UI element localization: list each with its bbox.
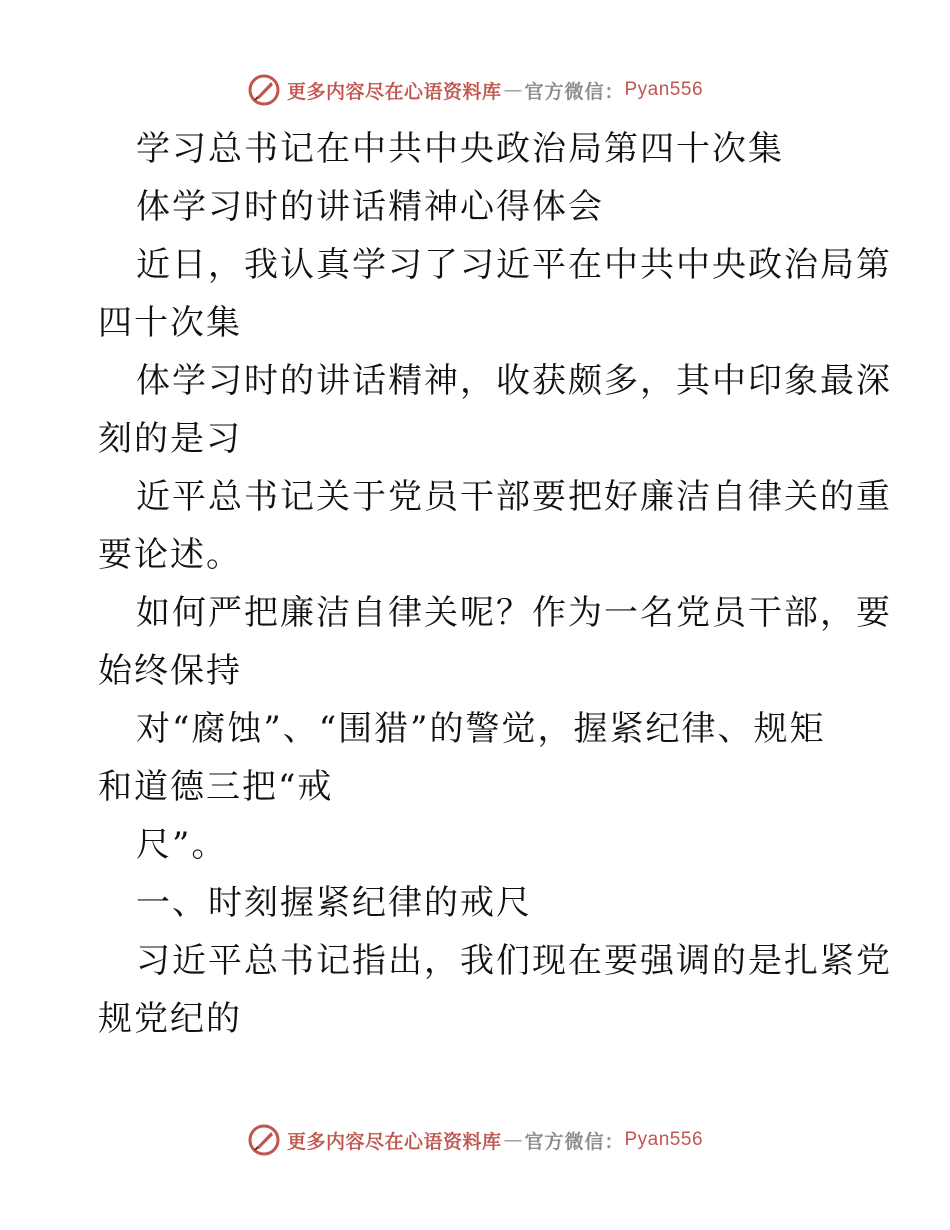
document-line: 体学习时的讲话精神，收获颇多，其中印象最深 (136, 361, 892, 401)
watermark-official-label: 官方微信： (524, 80, 625, 103)
document-line: 习近平总书记指出，我们现在要强调的是扎紧党 (136, 941, 892, 981)
watermark-official-label: 官方微信： (524, 1130, 625, 1153)
feather-pen-logo-icon (247, 1123, 281, 1157)
feather-pen-logo-icon (247, 73, 281, 107)
document-line: 近平总书记关于党员干部要把好廉洁自律关的重 (136, 477, 892, 517)
document-line: 四十次集 (98, 303, 242, 343)
watermark-account-id: Pyan556 (624, 1129, 704, 1150)
document-line: 始终保持 (98, 651, 242, 691)
document-body (98, 120, 892, 1048)
header-watermark (0, 70, 950, 110)
document-line: 近日，我认真学习了习近平在中共中央政治局第 (136, 245, 892, 285)
document-line: 和道德三把“戒 (98, 767, 334, 807)
document-line: 体学习时的讲话精神心得体会 (136, 187, 604, 227)
watermark-account-id: Pyan556 (624, 79, 704, 100)
document-line: 学习总书记在中共中央政治局第四十次集 (136, 129, 784, 169)
document-line: 如何严把廉洁自律关呢？作为一名党员干部，要 (136, 593, 892, 633)
document-line: 规党纪的 (98, 999, 242, 1039)
document-line: 刻的是习 (98, 419, 242, 459)
watermark-dash: — (503, 79, 523, 101)
watermark-site-text: 更多内容尽在心语资料库 (286, 1130, 502, 1153)
document-line: 对“腐蚀”、“围猎”的警觉，握紧纪律、规矩 (136, 709, 826, 749)
document-line: 尺”。 (136, 825, 228, 865)
document-line: 一、时刻握紧纪律的戒尺 (136, 883, 532, 923)
footer-watermark (0, 1120, 950, 1160)
document-line: 要论述。 (98, 535, 242, 575)
watermark-site-text: 更多内容尽在心语资料库 (286, 80, 502, 103)
watermark-dash: — (503, 1129, 523, 1151)
